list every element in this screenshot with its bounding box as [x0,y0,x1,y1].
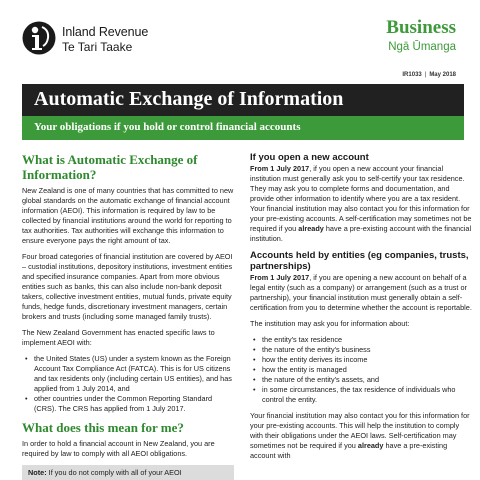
title-bar [22,84,464,116]
list-item: • other countries under the Common Reporting Standard (CRS). The CRS has applied from 1 July 2017. [22,394,234,414]
bullet-list [250,335,472,405]
list-item: • the United States (US) under a system known as the Foreign Account Tax Compliance Act (FATCA). This is for US citizens and tax residents only (including certain US entities), and has applied from 1 July 2014, and [22,354,234,394]
list-item: • how the entity is managed [250,365,472,375]
text-run: , if you are opening a new account on behalf of a legal entity (such as a company) or arrangement (such as a trust or partnership), your financial institution must generally obtain a self-certification from you to determine whether the account is reportable. [250,273,472,312]
doc-meta [402,72,456,78]
date-emphasis: From 1 July 2017 [250,164,310,173]
text-run: , if you open a new account your financial institution must generally ask you to self-certify your tax residence. They may ask you to complete forms and documentation, and provide other information to identify where you are a tax resident. Your financial institution may also contact you for this information for your pre-existing accounts. A self-certification may sometimes not be required if you [250,164,472,233]
org-name-maori: Te Tari Taake [62,40,133,54]
paragraph [250,411,472,461]
paragraph: New Zealand is one of many countries that has committed to new global standards on the automatic exchange of financial account information (AEOI). This information is required by law to be collected by financial institutions around the world for reporting to tax authorities. Tax authorities will exchange this information to ensure everyone pays the right amount of tax. [22,186,234,245]
list-item: • in some circumstances, the tax residence of individuals who control the entity. [250,385,472,405]
text-run: Your financial institution may also contact you for this information for your pre-existing accounts. This will help the institution to comply with their obligations under the AEOI laws. Self-certification may sometimes not be required if you [250,411,470,450]
note-label: Note: [28,468,47,477]
subtitle-bar [22,116,464,140]
paragraph: The institution may ask you for information about: [250,319,410,328]
bold-emphasis: already [298,224,324,233]
meta-separator: | [424,72,427,78]
paragraph: The New Zealand Government has enacted specific laws to implement AEOI with: [22,328,215,347]
paragraph [250,164,472,244]
right-column [250,152,472,467]
section-heading-entities: Accounts held by entities (eg companies, trusts, partnerships) [250,250,469,272]
bullet-list [22,354,234,414]
page-header [0,0,480,88]
org-name: Inland Revenue [62,25,149,39]
paragraph: Four broad categories of financial institution are covered by AEOI – custodial institutions, depository institutions, investment entities and specified insurance companies. Apart from more obvious entities such as banks, this can also include non-bank deposit takers, collective investment entities, mutual funds, private equity funds, hedge funds, discretionary investment managers, certain brokers and trusts (including some managed family trusts). [22,252,233,321]
page-title: Automatic Exchange of Information [34,88,344,110]
bold-emphasis: already [357,441,384,450]
series-title-maori: Ngā Ūmanga [388,41,456,53]
note-text: If you do not comply with all of your AEOI [46,468,182,477]
doc-date: May 2018 [429,72,456,78]
section-heading-what-is-aeoi: What is Automatic Exchange of Information? [22,152,198,182]
series-title: Business [386,17,456,38]
text-run: have a pre-existing account with [250,441,448,460]
left-column [22,152,234,480]
section-heading-new-account: If you open a new account [250,152,369,163]
doc-code: IR1033 [402,72,422,78]
paragraph: In order to hold a financial account in New Zealand, you are required by law to comply with all AEOI obligations. [22,439,215,458]
paragraph [250,273,472,313]
page-subtitle: Your obligations if you hold or control financial accounts [34,121,301,133]
text-run: have a pre-existing account with the financial institution. [250,224,472,243]
list-item: • the entity's tax residence [250,335,472,345]
list-item: • how the entity derives its income [250,355,472,365]
list-item: • the nature of the entity's business [250,345,472,355]
list-item: • the nature of the entity's assets, and [250,375,472,385]
inland-revenue-logo-icon [22,21,56,55]
section-heading-what-does-this-mean: What does this mean for me? [22,420,184,435]
note-box [22,465,234,480]
date-emphasis: From 1 July 2017 [250,273,310,282]
